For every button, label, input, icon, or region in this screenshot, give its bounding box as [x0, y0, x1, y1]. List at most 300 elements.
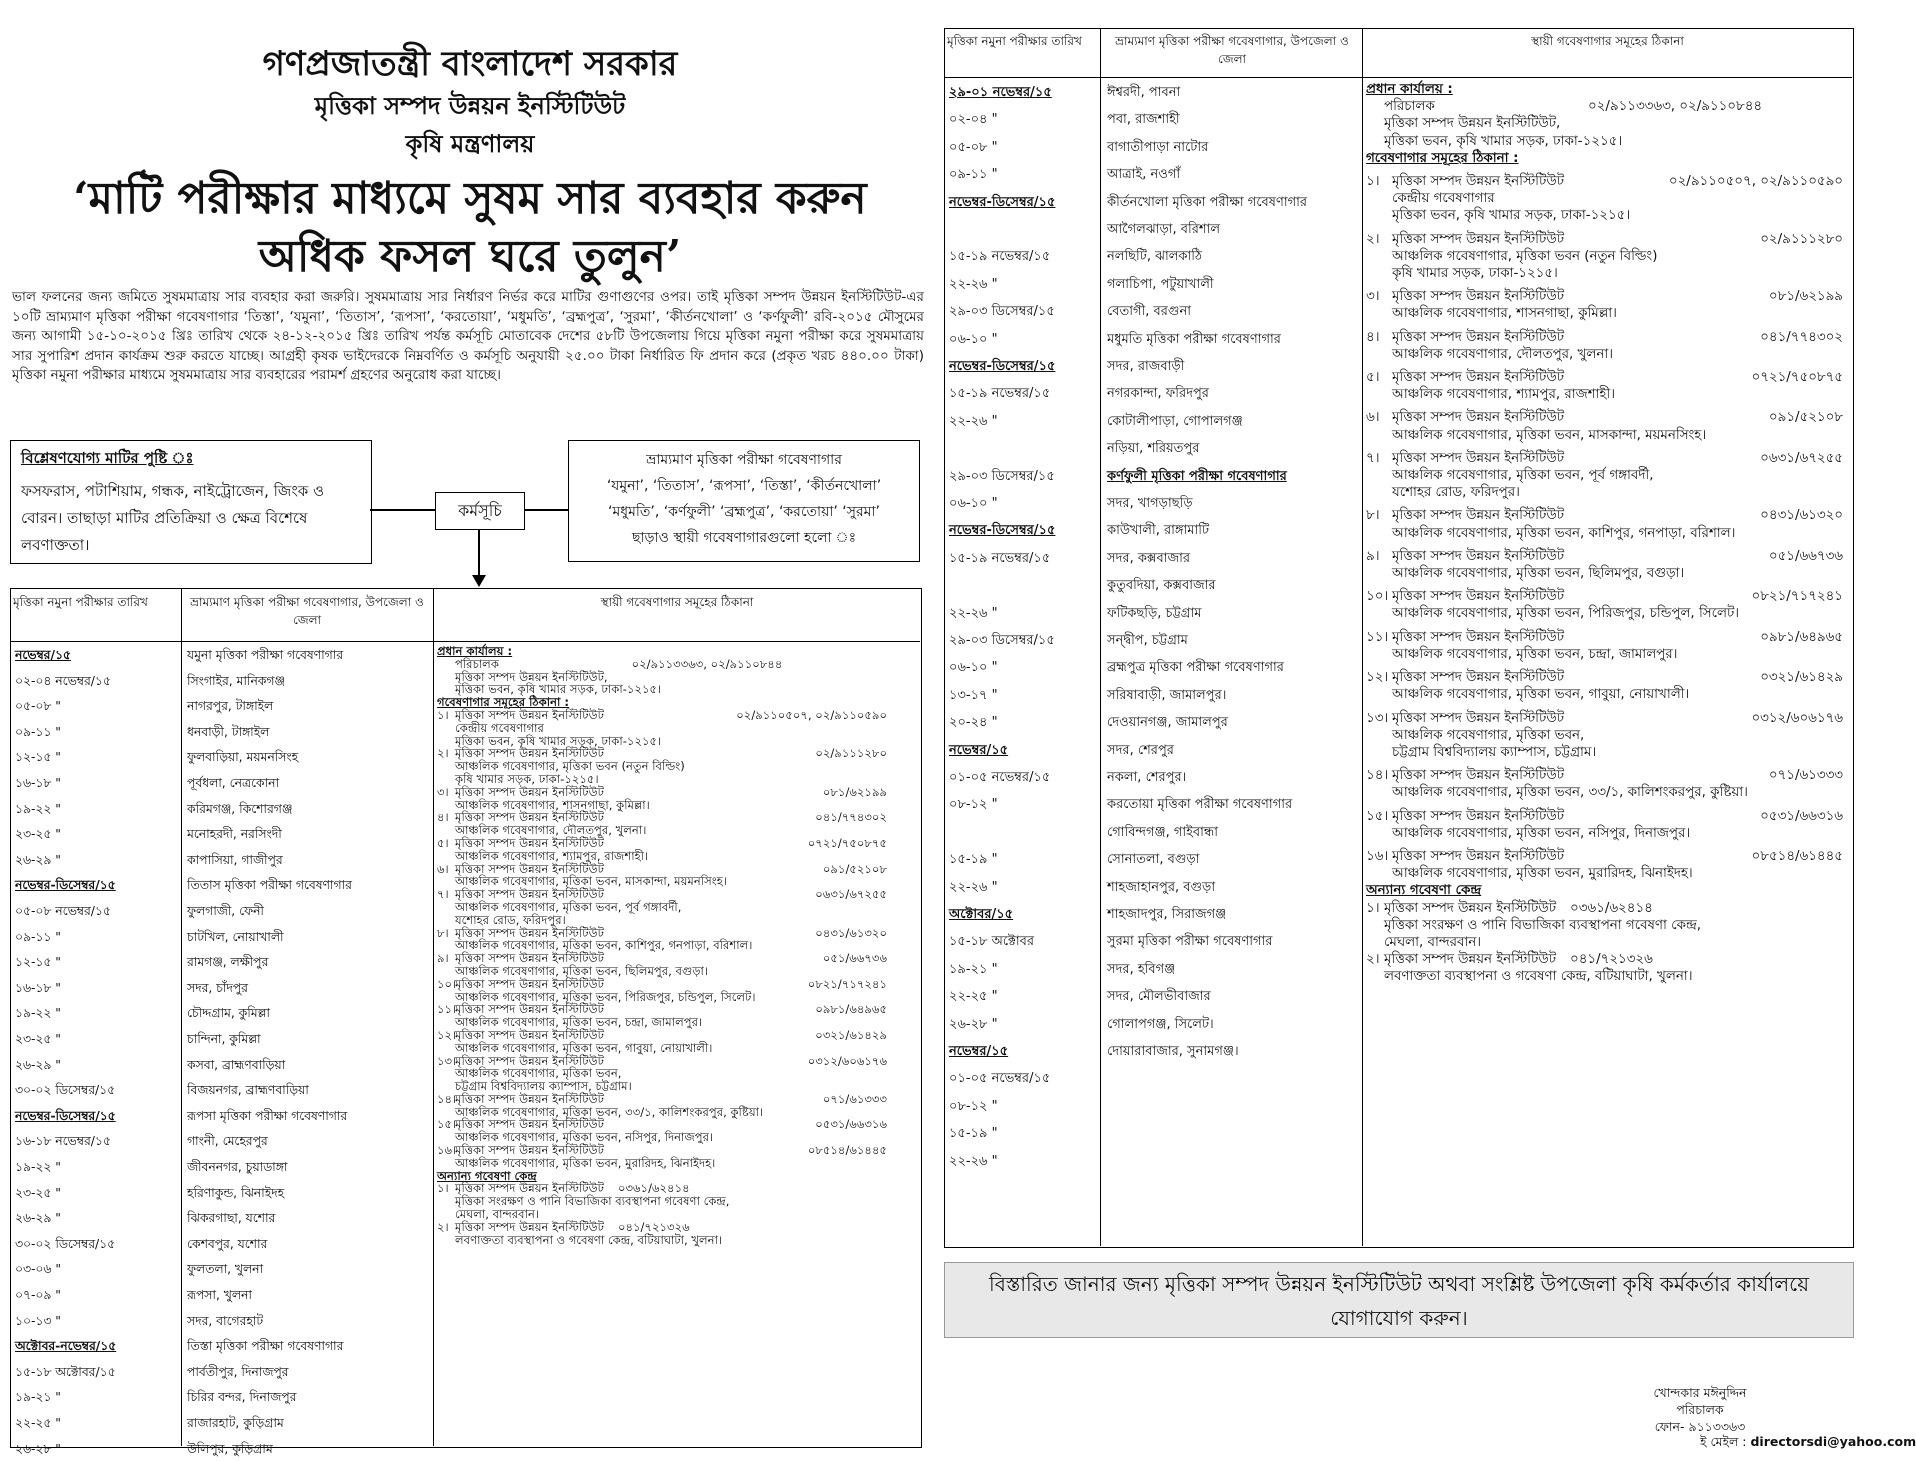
- lab-phone: ০৩১২/৬০৬১৭৬: [1751, 710, 1843, 726]
- lab-phone: ০৪৩১/৬১৩২০: [815, 925, 887, 940]
- lab-phone: ০৫১/৬৬৭৩৬: [822, 951, 887, 966]
- left-row-date: ১২-১৫ ": [15, 750, 61, 765]
- left-row-place: সদর, বাগেরহাট: [187, 1313, 264, 1328]
- labs-title: গবেষণাগার সমূহের ঠিকানা :: [1366, 150, 1519, 166]
- government-title: গণপ্রজাতন্ত্রী বাংলাদেশ সরকার: [262, 44, 678, 84]
- head-office-title: প্রধান কার্যালয় :: [437, 644, 513, 658]
- left-row-place: উলিপুর, কুড়িগ্রাম: [187, 1441, 273, 1456]
- lab-address-line: আঞ্চলিক গবেষণাগার, মৃত্তিকা ভবন, পিরিজপুর, চন্ডিপুল, সিলেট।: [1392, 606, 1740, 622]
- lab-name: মৃত্তিকা সম্পদ উন্নয়ন ইনস্টিটিউট: [455, 1053, 604, 1068]
- left-schedule-table: [10, 588, 922, 1456]
- lab-name: মৃত্তিকা সম্পদ উন্নয়ন ইনস্টিটিউট: [1392, 370, 1565, 386]
- right-row-place: কোটালীপাড়া, গোপালগঞ্জ: [1107, 413, 1243, 429]
- left-table-header-line: [11, 641, 920, 642]
- right-row-place: পবা, রাজশাহী: [1107, 112, 1180, 128]
- left-row-date: ২২-২৫ ": [15, 1416, 61, 1430]
- lab-address-line: আঞ্চলিক গবেষণাগার, মৃত্তিকা ভবন, মাসকান্দা, ময়মনসিংহ।: [1392, 427, 1707, 443]
- signature-block: [1590, 1384, 1810, 1435]
- arrow-down-icon: [472, 575, 486, 587]
- right-row-date: নভেম্বর-ডিসেম্বর/১৫: [949, 523, 1056, 539]
- lab-address-line: আঞ্চলিক গবেষণাগার, শাসনগাছা, কুমিল্লা।: [1392, 306, 1617, 322]
- lab-number: ৯।: [1366, 548, 1380, 564]
- lab-number: ২।: [1366, 231, 1380, 247]
- right-row-place: গলাচিপা, পটুয়াখালী: [1107, 276, 1214, 292]
- lab-address-entry: [437, 709, 917, 722]
- lab-number: ৭।: [1366, 450, 1380, 466]
- left-row-place: ফুলতলা, খুলনা: [187, 1262, 264, 1277]
- lab-phone: ০৮১/৬২১৯৯: [822, 784, 887, 799]
- signature-email-label: ই মেইল :: [1700, 1434, 1747, 1449]
- nutrients-body: ফসফরাস, পটাশিয়াম, গন্ধক, নাইট্রোজেন, জিংক ও বোরন। তাছাড়া মাটির প্রতিক্রিয়া ও ক্ষেত্র বিশেষে লবণাক্ততা।: [21, 482, 325, 554]
- connector-line-down: [478, 528, 480, 578]
- right-row-place: কীর্তনখোলা মৃত্তিকা পরীক্ষা গবেষণাগার: [1107, 194, 1308, 210]
- mobile-labs-line-4: ছাড়াও স্থায়ী গবেষণাগারগুলো হলো ঃ: [631, 530, 857, 546]
- left-row-date: ০৯-১১ ": [15, 929, 61, 944]
- lab-address-entry: [1366, 231, 1851, 248]
- lab-address-entry: [437, 1144, 917, 1157]
- other-center-line: মৃত্তিকা সংরক্ষণ ও পানি বিভাজিকা ব্যবস্থাপনা গবেষণা কেন্দ্র,: [1384, 917, 1702, 933]
- left-row-date: ৩০-০২ ডিসেম্বর/১৫: [15, 1083, 116, 1098]
- lab-phone: ০৭২১/৭৫০৮৭৫: [1751, 370, 1843, 386]
- lab-address-line: আঞ্চলিক গবেষণাগার, মৃত্তিকা ভবন, চন্দ্রা, জামালপুর।: [455, 1015, 703, 1030]
- lab-address-line: আঞ্চলিক গবেষণাগার, মৃত্তিকা ভবন, পূর্ব গঙ্গাবর্দী,: [1392, 468, 1654, 484]
- right-row-place: শাহজাদপুর, সিরাজগঞ্জ: [1107, 907, 1227, 922]
- left-row-date: ২৩-২৫ ": [15, 1032, 61, 1046]
- lab-address-line: কেন্দ্রীয় গবেষণাগার: [1392, 191, 1495, 207]
- lab-address-line: আঞ্চলিক গবেষণাগার, মৃত্তিকা ভবন, ছিলিমপুর, বগুড়া।: [455, 963, 709, 978]
- lab-phone: ০৬৩১/৬৭২৫৫: [815, 887, 887, 902]
- lab-phone: ০৯৮১/৬৪৯৬৫: [815, 1002, 887, 1017]
- left-row-place: চিরির বন্দর, দিনাজপুর: [187, 1390, 297, 1405]
- lab-number: ১৩।: [437, 1053, 457, 1068]
- right-row-date: অক্টোবর/১৫: [949, 907, 1014, 922]
- lab-address-line: আঞ্চলিক গবেষণাগার, শ্যামপুর, রাজশাহী।: [455, 848, 649, 863]
- right-table-divider-1: [1100, 29, 1101, 1246]
- right-row-date: ১৩-১৭ ": [949, 687, 998, 703]
- right-row-place: বেতাগী, বরগুনা: [1107, 304, 1191, 320]
- left-row-date: ১৯-২২ ": [15, 1006, 61, 1021]
- lab-number: ৭।: [437, 887, 449, 902]
- lab-name: মৃত্তিকা সম্পদ উন্নয়ন ইনস্টিটিউট: [455, 887, 604, 902]
- right-address-block: [1366, 81, 1851, 986]
- lab-number: ১৪।: [437, 1091, 457, 1106]
- right-row-place: সদর, খাগড়াছড়ি: [1107, 496, 1193, 511]
- right-row-date: ১৫-১৯ নভেম্বর/১৫: [949, 386, 1051, 402]
- lab-name: মৃত্তিকা সম্পদ উন্নয়ন ইনস্টিটিউট: [1392, 848, 1565, 864]
- lab-name: মৃত্তিকা সম্পদ উন্নয়ন ইনস্টিটিউট: [1392, 410, 1565, 426]
- lab-address-entry: [437, 1003, 917, 1016]
- right-row-place: নলছিটি, ঝালকাঠি: [1107, 249, 1202, 265]
- lab-phone: ০৯৮১/৬৪৯৬৫: [1760, 629, 1843, 645]
- lab-phone: ০৯১/৫২১০৮: [822, 861, 887, 876]
- right-row-place: শাহজাহানপুর, বগুড়া: [1107, 879, 1216, 895]
- right-row-place: ফটিকছড়ি, চট্টগ্রাম: [1107, 605, 1202, 621]
- right-row-date: নভেম্বর-ডিসেম্বর/১৫: [949, 359, 1056, 374]
- right-row-place: দেওয়ানগঞ্জ, জামালপুর: [1107, 715, 1228, 731]
- right-row-date: ০৫-০৮ ": [949, 139, 998, 155]
- right-row-date: ১৫-১৯ ": [949, 1126, 998, 1142]
- other-center-name: মৃত্তিকা সম্পদ উন্নয়ন ইনস্টিটিউট: [1384, 900, 1557, 916]
- lab-number: ১৪।: [1366, 768, 1389, 784]
- left-col-header-address: স্থায়ী গবেষণাগার সমূহের ঠিকানা: [600, 595, 754, 609]
- lab-number: ৪।: [437, 810, 449, 825]
- lab-address-line: যশোহর রোড, ফরিদপুর।: [455, 912, 566, 927]
- left-row-date: ০৩-০৬ ": [15, 1262, 61, 1277]
- right-row-place: বাগাতীপাড়া নাটোর: [1107, 139, 1209, 155]
- ministry-name: কৃষি মন্ত্রণালয়: [405, 129, 535, 158]
- lab-number: ৮।: [1366, 508, 1380, 524]
- left-row-date: ২৩-২৫ ": [15, 1185, 61, 1200]
- right-row-place: কুতুবদিয়া, কক্সবাজার: [1107, 578, 1216, 594]
- lab-address-line: আঞ্চলিক গবেষণাগার, দৌলতপুর, খুলনা।: [455, 823, 647, 838]
- left-row-place: ঝিকরগাছা, যশোর: [187, 1211, 276, 1226]
- other-center-entry: [437, 1182, 917, 1195]
- lab-address-entry: [1366, 629, 1851, 646]
- right-row-date: ২২-২৬ ": [949, 605, 998, 621]
- right-row-date: ১৫-১৯ নভেম্বর/১৫: [949, 249, 1051, 265]
- right-row-place: মধুমতি মৃত্তিকা পরীক্ষা গবেষণাগার: [1107, 331, 1281, 347]
- lab-number: ৫।: [1366, 370, 1380, 386]
- right-row-place: সদর, মৌলভীবাজার: [1107, 989, 1211, 1005]
- karmasuchi-box: কর্মসূচি: [435, 492, 525, 530]
- lab-address-line: আঞ্চলিক গবেষণাগার, মৃত্তিকা ভবন, গাবুয়া, নোয়াখালী।: [1392, 687, 1690, 703]
- lab-phone: ০৮১/৬২১৯৯: [1768, 289, 1843, 305]
- right-row-date: ২২-২৬ ": [949, 1153, 998, 1169]
- left-row-place: সদর, চাঁদপুর: [187, 980, 248, 995]
- lab-address-line: কৃষি খামার সড়ক, ঢাকা-১২১৫।: [455, 771, 599, 786]
- left-row-place: পূর্বধলা, নেত্রকোনা: [187, 776, 280, 790]
- lab-address-line: আঞ্চলিক গবেষণাগার, শ্যামপুর, রাজশাহী।: [1392, 387, 1616, 403]
- left-row-place: বিজয়নগর, ব্রাহ্মণবাড়িয়া: [187, 1083, 309, 1098]
- other-center-number: ২।: [1366, 952, 1380, 968]
- lab-number: ১১।: [1366, 629, 1389, 645]
- right-row-place: নগরকান্দা, ফরিদপুর: [1107, 386, 1209, 402]
- lab-address-entry: [437, 952, 917, 965]
- left-row-date: ২৬-২৯ ": [15, 1211, 61, 1226]
- left-row-place: পার্বতীপুর, দিনাজপুর: [187, 1364, 289, 1379]
- mobile-labs-line-1: ভ্রাম্যমাণ মৃত্তিকা পরীক্ষা গবেষণাগার: [646, 452, 842, 468]
- right-row-date: ২৯-০৩ ডিসেম্বর/১৫: [949, 633, 1055, 648]
- right-row-date: ০৬-১০ ": [949, 660, 998, 676]
- right-row-date: ১৫-১৯ ": [949, 852, 998, 868]
- left-row-date: ২৩-২৫ ": [15, 827, 61, 842]
- left-row-date: ০৫-০৮ ": [15, 699, 61, 714]
- other-center-entry: [1366, 951, 1851, 968]
- signature-email: directorsdi@yahoo.com: [1750, 1434, 1916, 1449]
- lab-address-line: যশোহর রোড, ফরিদপুর।: [1392, 485, 1520, 501]
- lab-address-line: আঞ্চলিক গবেষণাগার, মৃত্তিকা ভবন,: [1392, 727, 1585, 743]
- left-row-date: ১৬-১৮ ": [15, 980, 61, 995]
- lab-address-line: আঞ্চলিক গবেষণাগার, মৃত্তিকা ভবন, ৩৩/১, কালিশংকরপুর, কুষ্টিয়া।: [1392, 785, 1748, 801]
- right-row-place: গোবিন্দগঞ্জ, গাইবান্ধা: [1107, 824, 1218, 840]
- right-row-date: ০৮-১২ ": [949, 1098, 998, 1114]
- lab-address-entry: [1366, 369, 1851, 386]
- right-row-date: ০২-০৪ ": [949, 112, 998, 128]
- contact-banner: বিস্তারিত জানার জন্য মৃত্তিকা সম্পদ উন্নয়ন ইনস্টিটিউট অথবা সংশ্লিষ্ট উপজেলা কৃষি কর্মকর্তার কার্যালয়ে যোগাযোগ করুন।: [944, 1262, 1854, 1338]
- left-col-header-lab: ভ্রাম্যমাণ মৃত্তিকা পরীক্ষা গবেষণাগার, উপজেলা ও জেলা: [190, 595, 424, 627]
- lab-name: মৃত্তিকা সম্পদ উন্নয়ন ইনস্টিটিউট: [455, 1002, 604, 1017]
- left-row-place: কসবা, ব্রাহ্মণবাড়িয়া: [187, 1057, 286, 1072]
- lab-name: মৃত্তিকা সম্পদ উন্নয়ন ইনস্টিটিউট: [1392, 670, 1565, 686]
- left-row-place: ধনবাড়ী, টাঙ্গাইল: [187, 724, 270, 739]
- other-center-entry: [437, 1221, 917, 1234]
- right-table-divider-2: [1362, 29, 1363, 1246]
- left-row-date: ১৯-২২ ": [15, 801, 61, 816]
- lab-phone: ০৮২১/৭১৭২৪১: [1751, 589, 1843, 605]
- lab-address-entry: [437, 978, 917, 991]
- lab-number: ৫।: [437, 835, 449, 850]
- lab-number: ১৩।: [1366, 710, 1389, 726]
- mobile-labs-line-3: ‘মধুমতি’, ‘কর্ণফুলী’ ‘ব্রহ্মপুত্র’, ‘করতোয়া’ ‘সুরমা’: [608, 504, 880, 520]
- head-office-line: মৃত্তিকা সম্পদ উন্নয়ন ইনস্টিটিউট,: [1384, 116, 1561, 132]
- lab-phone: ০৩২১/৬১৪২৯: [1760, 670, 1843, 686]
- lab-address-line: কেন্দ্রীয় গবেষণাগার: [455, 720, 544, 735]
- lab-address-line: মৃত্তিকা ভবন, কৃষি খামার সড়ক, ঢাকা-১২১৫।: [455, 733, 662, 748]
- lab-address-entry: [1366, 450, 1851, 467]
- head-office-title: প্রধান কার্যালয় :: [1366, 82, 1453, 97]
- lab-phone: ০৪১/৭৭৪৩০২: [1760, 329, 1843, 345]
- lab-name: মৃত্তিকা সম্পদ উন্নয়ন ইনস্টিটিউট: [455, 1117, 604, 1132]
- lab-address-line: আঞ্চলিক গবেষণাগার, মৃত্তিকা ভবন (নতুন বিল্ডিং): [1392, 248, 1658, 264]
- lab-address-entry: [1366, 409, 1851, 426]
- lab-address-line: আঞ্চলিক গবেষণাগার, মৃত্তিকা ভবন, পিরিজপুর, চন্ডিপুল, সিলেট।: [455, 989, 756, 1004]
- connector-line-right: [523, 509, 568, 511]
- right-row-date: ১৯-২১ ": [949, 961, 998, 977]
- left-row-place: রামগঞ্জ, লক্ষীপুর: [187, 955, 269, 970]
- left-row-place: চৌদ্দগ্রাম, কুমিল্লা: [187, 1006, 270, 1021]
- left-row-date: ১০-১৩ ": [15, 1313, 61, 1328]
- labs-title: গবেষণাগার সমূহের ঠিকানা :: [437, 695, 570, 710]
- lab-address-line: আঞ্চলিক গবেষণাগার, মৃত্তিকা ভবন, ৩৩/১, কালিশংকরপুর, কুষ্টিয়া।: [455, 1104, 764, 1119]
- right-row-place: সুরমা মৃত্তিকা পরীক্ষা গবেষণাগার: [1107, 934, 1273, 950]
- lab-phone: ০২/৯১১০৫০৭, ০২/৯১১০৫৯০: [736, 707, 887, 722]
- lab-address-line: আঞ্চলিক গবেষণাগার, মৃত্তিকা ভবন, গাবুয়া, নোয়াখালী।: [455, 1040, 713, 1055]
- right-row-date: ২২-২৬ ": [949, 413, 998, 429]
- lab-name: মৃত্তিকা সম্পদ উন্নয়ন ইনস্টিটিউট: [455, 707, 604, 722]
- right-row-place: কর্ণফুলী মৃত্তিকা পরীক্ষা গবেষণাগার: [1107, 468, 1287, 484]
- left-row-place: চাটখিল, নোয়াখালী: [187, 929, 284, 944]
- other-center-line: মেঘলা, বান্দরবান।: [1384, 934, 1482, 950]
- lab-address-entry: [437, 1118, 917, 1131]
- lab-phone: ০৮২১/৭১৭২৪১: [807, 976, 887, 991]
- right-row-place: আগৈলঝাড়া, বরিশাল: [1107, 222, 1221, 237]
- right-row-place: নড়িয়া, শরিয়তপুর: [1107, 441, 1200, 457]
- lab-number: ১৬।: [437, 1143, 457, 1158]
- lab-address-entry: [1366, 329, 1851, 346]
- lab-number: ২।: [437, 746, 449, 761]
- lab-number: ১।: [437, 707, 449, 722]
- head-office-line: পরিচালক ০২/৯১১৩৩৬৩, ০২/৯১১০৮৪৪: [455, 656, 783, 671]
- lab-number: ১০।: [437, 976, 457, 991]
- other-center-name: মৃত্তিকা সম্পদ উন্নয়ন ইনস্টিটিউট: [455, 1181, 604, 1196]
- right-row-place: গোলাপগঞ্জ, সিলেট।: [1107, 1016, 1214, 1032]
- lab-phone: ০৮৫১৪/৬১৪৪৫: [1751, 848, 1843, 864]
- lab-phone: ০৩১২/৬০৬১৭৬: [807, 1053, 887, 1068]
- lab-number: ১০।: [1366, 589, 1389, 605]
- left-row-date: নভেম্বর/১৫: [15, 648, 71, 662]
- left-row-place: নাগরপুর, টাঙ্গাইল: [187, 699, 274, 714]
- other-center-line: লবণাক্ততা ব্যবস্থাপনা ও গবেষণা কেন্দ্র, বটিয়াঘাটা, খুলনা।: [1384, 969, 1693, 985]
- lab-name: মৃত্তিকা সম্পদ উন্নয়ন ইনস্টিটিউট: [455, 1091, 604, 1106]
- lab-number: ৮।: [437, 925, 449, 940]
- left-row-place: তিস্তা মৃত্তিকা পরীক্ষা গবেষণাগার: [187, 1339, 344, 1354]
- left-row-date: ১৬-১৮ নভেম্বর/১৫: [15, 1134, 111, 1149]
- lab-name: মৃত্তিকা সম্পদ উন্নয়ন ইনস্টিটিউট: [1392, 710, 1565, 726]
- lab-name: মৃত্তিকা সম্পদ উন্নয়ন ইনস্টিটিউট: [1392, 508, 1565, 524]
- nutrients-title: বিশ্লেষণযোগ্য মাটির পুষ্টি ঃ: [21, 449, 194, 467]
- right-row-place: ঈশ্বরদী, পাবনা: [1107, 85, 1181, 100]
- left-row-date: ১৬-১৮ ": [15, 776, 61, 790]
- lab-address-line: কৃষি খামার সড়ক, ঢাকা-১২১৫।: [1392, 266, 1558, 282]
- lab-phone: ০৪১/৭৭৪৩০২: [815, 810, 887, 825]
- lab-address-entry: [1366, 173, 1851, 190]
- right-schedule-table: [944, 28, 1854, 1248]
- lab-address-line: আঞ্চলিক গবেষণাগার, মৃত্তিকা ভবন, ছিলিমপুর, বগুড়া।: [1392, 566, 1685, 582]
- lab-address-line: আঞ্চলিক গবেষণাগার, মৃত্তিকা ভবন, মুরারিদহ, ঝিনাইদহ।: [1392, 866, 1693, 882]
- lab-name: মৃত্তিকা সম্পদ উন্নয়ন ইনস্টিটিউট: [455, 951, 604, 966]
- left-row-place: রাজারহাট, কুড়িগ্রাম: [187, 1416, 284, 1430]
- right-row-place: সদর, রাজবাড়ী: [1107, 359, 1185, 374]
- right-row-place: সদর, শেরপুর: [1107, 742, 1174, 758]
- lab-phone: ০৪৩১/৬১৩২০: [1760, 508, 1843, 524]
- lab-name: মৃত্তিকা সম্পদ উন্নয়ন ইনস্টিটিউট: [1392, 329, 1565, 345]
- lab-name: মৃত্তিকা সম্পদ উন্নয়ন ইনস্টিটিউট: [455, 861, 604, 876]
- lab-phone: ০৬৩১/৬৭২৫৫: [1760, 450, 1843, 466]
- lab-number: ৩।: [437, 784, 449, 799]
- lab-address-line: চট্টগ্রাম বিশ্ববিদ্যালয় ক্যাম্পাস, চট্টগ্রাম।: [1392, 744, 1597, 760]
- right-row-place: দোয়ারাবাজার, সুনামগঞ্জ।: [1107, 1044, 1239, 1059]
- lab-address-entry: [1366, 848, 1851, 865]
- lab-name: মৃত্তিকা সম্পদ উন্নয়ন ইনস্টিটিউট: [455, 1027, 604, 1042]
- lab-address-entry: [437, 927, 917, 940]
- lab-address-entry: [437, 1055, 917, 1068]
- right-row-date: ২৯-০৩ ডিসেম্বর/১৫: [949, 304, 1055, 320]
- lab-name: মৃত্তিকা সম্পদ উন্নয়ন ইনস্টিটিউট: [1392, 768, 1565, 784]
- lab-name: মৃত্তিকা সম্পদ উন্নয়ন ইনস্টিটিউট: [1392, 450, 1565, 466]
- left-row-date: ০২-০৪ নভেম্বর/১৫: [15, 673, 111, 688]
- right-row-place: সদর, হবিগঞ্জ: [1107, 961, 1176, 977]
- left-row-date: ১৯-২১ ": [15, 1390, 61, 1405]
- other-center-entry: [1366, 900, 1851, 917]
- right-row-place: নকলা, শেরপুর।: [1107, 770, 1187, 785]
- lab-address-line: আঞ্চলিক গবেষণাগার, মৃত্তিকা ভবন, নসিপুর, দিনাজপুর।: [455, 1130, 714, 1145]
- left-row-place: করিমগঞ্জ, কিশোরগঞ্জ: [187, 801, 293, 816]
- right-row-place: সরিষাবাড়ী, জামালপুর।: [1107, 687, 1227, 703]
- right-row-date: ০১-০৫ নভেম্বর/১৫: [949, 770, 1051, 785]
- left-row-date: ১২-১৫ ": [15, 955, 61, 970]
- left-row-place: হরিণাকুন্ড, ঝিনাইদহ: [187, 1185, 285, 1200]
- right-row-date: ২২-২৬ ": [949, 276, 998, 292]
- lab-name: মৃত্তিকা সম্পদ উন্নয়ন ইনস্টিটিউট: [1392, 174, 1565, 190]
- right-row-date: ২০-২৪ ": [949, 715, 998, 731]
- right-row-date: ০৬-১০ ": [949, 496, 998, 511]
- lab-address-line: আঞ্চলিক গবেষণাগার, মৃত্তিকা ভবন (নতুন বিল্ডিং): [455, 759, 685, 774]
- right-col-header-date: মৃত্তিকা নমুনা পরীক্ষার তারিখ: [947, 34, 1082, 48]
- left-row-date: ০৭-০৯ ": [15, 1288, 61, 1302]
- right-row-date: নভেম্বর-ডিসেম্বর/১৫: [949, 194, 1056, 210]
- right-row-date: ০৬-১০ ": [949, 331, 998, 347]
- lab-name: মৃত্তিকা সম্পদ উন্নয়ন ইনস্টিটিউট: [1392, 289, 1565, 305]
- right-row-date: ২২-২৫ ": [949, 989, 998, 1005]
- signature-email-line: [1700, 1433, 1916, 1450]
- other-centers-title: অন্যান্য গবেষণা কেন্দ্র: [437, 1168, 537, 1183]
- left-row-date: নভেম্বর-ডিসেম্বর/১৫: [15, 1108, 116, 1123]
- left-row-place: সিংগাইর, মানিকগঞ্জ: [187, 673, 285, 688]
- right-row-date: ১৫-১৯ নভেম্বর/১৫: [949, 550, 1051, 566]
- left-row-place: গাংনী, মেহেরপুর: [187, 1134, 268, 1149]
- left-row-place: যমুনা মৃত্তিকা পরীক্ষা গবেষণাগার: [187, 648, 344, 662]
- lab-address-entry: [437, 888, 917, 901]
- other-center-number: ১।: [1366, 900, 1380, 916]
- lab-name: মৃত্তিকা সম্পদ উন্নয়ন ইনস্টিটিউট: [455, 1143, 604, 1158]
- lab-phone: ০৫১/৬৬৭৩৬: [1768, 548, 1843, 564]
- lab-name: মৃত্তিকা সম্পদ উন্নয়ন ইনস্টিটিউট: [1392, 548, 1565, 564]
- signature-name: খোন্দকার মঈনুদ্দিন: [1653, 1385, 1747, 1400]
- right-row-place: আত্রাই, নওগাঁ: [1107, 167, 1181, 183]
- lab-address-entry: [1366, 507, 1851, 524]
- right-col-header-address: স্থায়ী গবেষণাগার সমূহের ঠিকানা: [1531, 34, 1684, 48]
- lab-address-line: আঞ্চলিক গবেষণাগার, মৃত্তিকা ভবন, মাসকান্দা, ময়মনসিংহ।: [455, 874, 727, 889]
- lab-number: ১২।: [437, 1027, 457, 1042]
- right-row-date: ০১-০৫ নভেম্বর/১৫: [949, 1071, 1051, 1087]
- other-center-phone: ০৩৬১/৬২৪১৪: [617, 1181, 690, 1196]
- left-table-divider-1: [181, 589, 182, 1446]
- right-row-place: ব্রহ্মপুত্র মৃত্তিকা পরীক্ষা গবেষণাগার: [1107, 660, 1284, 676]
- lab-name: মৃত্তিকা সম্পদ উন্নয়ন ইনস্টিটিউট: [1392, 231, 1565, 247]
- lab-number: ১২।: [1366, 670, 1389, 686]
- head-office-line: মৃত্তিকা ভবন, কৃষি খামার সড়ক, ঢাকা-১২১৫।: [1384, 133, 1623, 149]
- lab-address-line: আঞ্চলিক গবেষণাগার, মৃত্তিকা ভবন, পূর্ব গঙ্গাবর্দী,: [455, 899, 682, 914]
- left-row-place: জীবননগর, চুয়াডাঙ্গা: [187, 1160, 288, 1174]
- intro-paragraph: ভাল ফলনের জন্য জমিতে সুষমমাত্রায় সার ব্যবহার করা জরুরি। সুষমমাত্রায় সার নির্ধারণ নির্ভর করে মাটির গুণাগুণের ওপর। তাই মৃত্তিকা সম্পদ উন্নয়ন ইনস্টিটিউট-এর ১০টি ভ্রাম্যমাণ মৃত্তিকা পরীক্ষা গবেষণাগার ‘তিস্তা’, ‘যমুনা’, ‘তিতাস’, ‘রূপসা’, ‘করতোয়া’, ‘মধুমতি’, ‘ব্রহ্মপুত্র’, ‘সুরমা’, ‘কীর্তনখোলা’ ও ‘কর্ণফুলী’ রবি-২০১৫ মৌসুমের জন্য আগামী ১৫-১০-২০১৫ খ্রিঃ তারিখ থেকে ২৪-১২-২০১৫ খ্রিঃ তারিখ পর্যন্ত কর্মসূচি মোতাবেক দেশের ৫৮টি উপজেলায় গিয়ে মৃত্তিকা নমুনা পরীক্ষা করে সুষমমাত্রায় সার সুপারিশ প্রদান কার্যক্রম শুরু করতে যাচ্ছে। আগ্রহী কৃষক ভাইদেরকে নিম্নবর্ণিত ও কর্মসূচি অনুযায়ী ২৫.০০ টাকা নির্ধারিত ফি প্রদান করে (প্রকৃত খরচ ৪৪০.০০ টাকা) মৃত্তিকা নমুনা পরীক্ষার মাধ্যমে সুষমমাত্রায় সার ব্যবহারের পরামর্শ গ্রহণের অনুরোধ করা যাচ্ছে।: [12, 289, 924, 384]
- left-row-place: কেশবপুর, যশোর: [187, 1236, 268, 1251]
- head-office-line: মৃত্তিকা সম্পদ উন্নয়ন ইনস্টিটিউট,: [455, 669, 608, 684]
- lab-phone: ০৫৩১/৬৬৩১৬: [1760, 808, 1843, 824]
- left-row-place: ফুলগাজী, ফেনী: [187, 904, 264, 918]
- lab-number: ৪।: [1366, 329, 1380, 345]
- lab-name: মৃত্তিকা সম্পদ উন্নয়ন ইনস্টিটিউট: [455, 976, 604, 991]
- lab-number: ৬।: [1366, 410, 1380, 426]
- slogan: [10, 170, 930, 286]
- right-row-place: সন্দ্বীপ, চট্টগ্রাম: [1107, 633, 1188, 648]
- left-row-place: মনোহরদী, নরসিংদী: [187, 827, 282, 842]
- lab-name: মৃত্তিকা সম্পদ উন্নয়ন ইনস্টিটিউট: [455, 746, 604, 761]
- other-center-phone: ০৩৬১/৬২৪১৪: [1570, 900, 1653, 916]
- signature-title: পরিচালক: [1676, 1402, 1724, 1417]
- other-center-phone: ০৪১/৭২১৩২৬: [1570, 952, 1653, 968]
- lab-address-line: চট্টগ্রাম বিশ্ববিদ্যালয় ক্যাম্পাস, চট্টগ্রাম।: [455, 1079, 632, 1094]
- other-center-line: মৃত্তিকা সংরক্ষণ ও পানি বিভাজিকা ব্যবস্থাপনা গবেষণা কেন্দ্র,: [455, 1194, 730, 1209]
- other-center-line: মেঘলা, বান্দরবান।: [455, 1207, 540, 1222]
- lab-address-line: আঞ্চলিক গবেষণাগার, মৃত্তিকা ভবন,: [455, 1066, 622, 1081]
- right-row-date: ২৬-২৮ ": [949, 1016, 998, 1032]
- lab-phone: ০৮৫১৪/৬১৪৪৫: [807, 1143, 887, 1158]
- other-center-line: লবণাক্ততা ব্যবস্থাপনা ও গবেষণা কেন্দ্র, বটিয়াঘাটা, খুলনা।: [455, 1232, 723, 1247]
- other-center-name: মৃত্তিকা সম্পদ উন্নয়ন ইনস্টিটিউট: [1384, 952, 1557, 968]
- lab-address-entry: [1366, 669, 1851, 686]
- left-row-date: ২৬-২৮ ": [15, 1441, 61, 1456]
- lab-number: ১৬।: [1366, 848, 1389, 864]
- right-row-place: সোনাতলা, বগুড়া: [1107, 852, 1200, 868]
- right-row-date: নভেম্বর/১৫: [949, 1044, 1009, 1059]
- lab-address-entry: [1366, 548, 1851, 565]
- lab-address-entry: [437, 863, 917, 876]
- right-table-header-line: [945, 77, 1852, 78]
- lab-phone: ০৭২১/৭৫০৮৭৫: [807, 835, 887, 850]
- lab-address-line: আঞ্চলিক গবেষণাগার, মৃত্তিকা ভবন, মুরারিদহ, ঝিনাইদহ।: [455, 1155, 716, 1170]
- lab-name: মৃত্তিকা সম্পদ উন্নয়ন ইনস্টিটিউট: [455, 925, 604, 940]
- left-row-date: ৩০-০২ ডিসেম্বর/১৫: [15, 1236, 116, 1251]
